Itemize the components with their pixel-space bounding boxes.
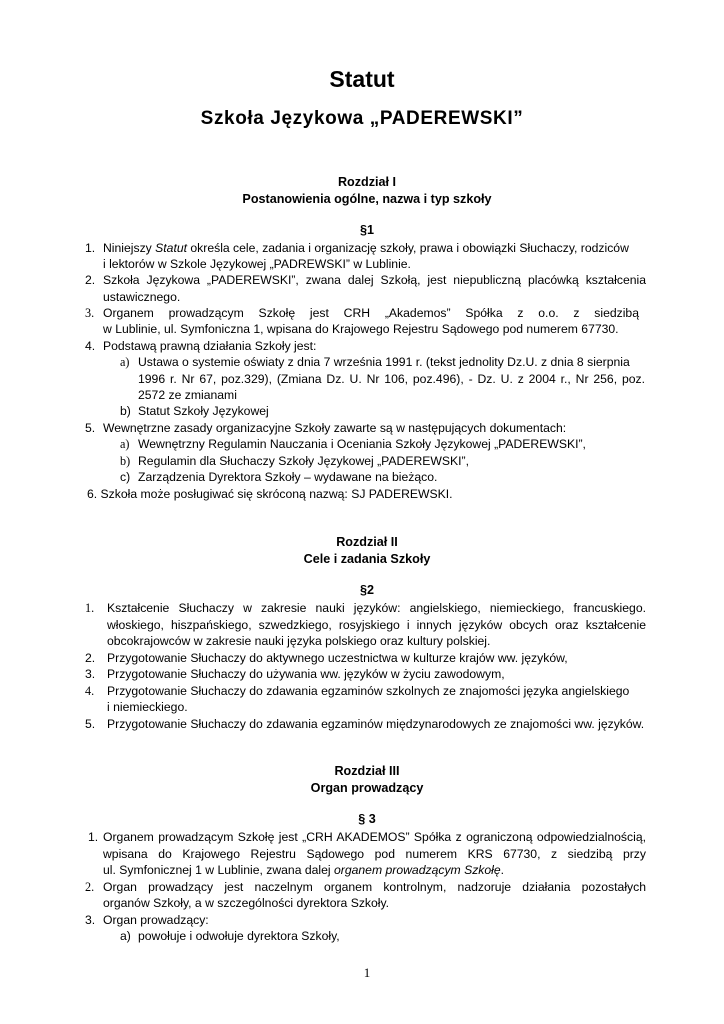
paragraph-line: Przygotowanie Słuchaczy do aktywnego uczestnictwa w kulturze krajów ww. języków, <box>107 651 568 665</box>
item-number: 3. <box>85 306 95 320</box>
paragraph-line: Organ prowadzący jest naczelnym organem kontrolnym, nadzoruje działania pozostałych <box>103 880 646 894</box>
paragraph-line: włoskiego, hiszpańskiego, szwedzkiego, rosyjskiego i innych języków obcych oraz kształcenie <box>107 618 646 632</box>
italic-text: organem prowadzącym Szkołę <box>334 863 501 877</box>
paragraph-line: 6. Szkoła może posługiwać się skróconą nazwą: SJ PADEREWSKI. <box>87 487 453 501</box>
item-number: 4. <box>85 339 96 353</box>
subitem-letter: a) <box>120 929 131 943</box>
subitem-letter: b) <box>120 454 131 468</box>
chapter-3-heading: Rozdział III <box>334 764 400 778</box>
paragraph-line: obcokrajowców w zakresie nauki języka polskiego oraz kultury polskiej. <box>107 634 491 648</box>
paragraph-line: Przygotowanie Słuchaczy do używania ww. języków w życiu zawodowym, <box>107 667 505 681</box>
text-run: ul. Symfonicznej 1 w Lublinie, zwana dalej <box>103 863 335 877</box>
chapter-3-subheading: Organ prowadzący <box>310 781 424 795</box>
item-number: 1. <box>85 241 96 255</box>
item-number: 2. <box>85 273 96 287</box>
paragraph-line: Szkoła Językowa „PADEREWSKI”, zwana dalej Szkołą, jest niepubliczną placówką kształcenia <box>103 273 646 287</box>
item-number: 2. <box>85 880 95 894</box>
item-number: 4. <box>85 684 95 698</box>
paragraph-line: 2572 ze zmianami <box>138 388 237 402</box>
page-number: 1 <box>363 965 371 980</box>
paragraph-line: Kształcenie Słuchaczy w zakresie nauki języków: angielskiego, niemieckiego, francuskiego. <box>107 601 646 615</box>
paragraph-line: Organem prowadzącym Szkołę jest CRH „Akademos” Spółka z o.o. z siedzibą <box>103 306 639 320</box>
paragraph-line: 1996 r. Nr 67, poz.329), (Zmiana Dz. U. Nr 106, poz.496), - Dz. U. z 2004 r., Nr 256, poz. <box>138 372 645 386</box>
section-2-mark: §2 <box>359 583 374 597</box>
item-number: 3. <box>85 913 96 927</box>
paragraph-line: Regulamin dla Słuchaczy Szkoły Językowej „PADEREWSKI”, <box>138 454 469 468</box>
chapter-2-subheading: Cele i zadania Szkoły <box>303 552 431 566</box>
paragraph-line: i lektorów w Szkole Językowej „PADREWSKI” w Lublinie. <box>103 257 411 271</box>
paragraph-line: Wewnętrzne zasady organizacyjne Szkoły zawarte są w następujących dokumentach: <box>103 421 567 435</box>
subitem-letter: c) <box>120 470 131 484</box>
paragraph-line: w Lublinie, ul. Symfoniczna 1, wpisana do Krajowego Rejestru Sądowego pod numerem 67730. <box>103 322 619 336</box>
item-number: 1. <box>85 601 95 615</box>
paragraph-line: Zarządzenia Dyrektora Szkoły – wydawane na bieżąco. <box>138 470 438 484</box>
paragraph-line: Przygotowanie Słuchaczy do zdawania egzaminów międzynarodowych ze znajomości ww. języków. <box>107 717 645 731</box>
item-number: 5. <box>85 717 96 731</box>
chapter-1-subheading: Postanowienia ogólne, nazwa i typ szkoły <box>242 192 492 206</box>
paragraph-line: Podstawą prawną działania Szkoły jest: <box>103 339 317 353</box>
item-number: 2. <box>85 651 96 665</box>
document-subtitle: Szkoła Językowa „PADEREWSKI” <box>200 108 524 129</box>
chapter-2-heading: Rozdział II <box>336 535 398 549</box>
paragraph-line: powołuje i odwołuje dyrektora Szkoły, <box>138 929 340 943</box>
paragraph-line: Ustawa o systemie oświaty z dnia 7 września 1991 r. (tekst jednolity Dz.U. z dnia 8 sierpnia <box>138 355 630 369</box>
paragraph-line <box>103 862 504 878</box>
chapter-1-heading: Rozdział I <box>337 175 397 189</box>
paragraph-line: wpisana do Krajowego Rejestru Sądowego pod numerem KRS 67730, z siedzibą przy <box>103 847 646 861</box>
paragraph-line: ustawicznego. <box>103 290 181 304</box>
text-run: Niniejszy <box>103 241 156 255</box>
item-number: 1. <box>88 830 99 844</box>
paragraph-line: Wewnętrzny Regulamin Nauczania i Oceniania Szkoły Językowej „PADEREWSKI”, <box>138 437 586 451</box>
paragraph-line: Przygotowanie Słuchaczy do zdawania egzaminów szkolnych ze znajomości języka angielskiego <box>107 684 630 698</box>
text-run: określa cele, zadania i organizację szkoły, prawa i obowiązki Słuchaczy, rodziców <box>187 241 629 255</box>
section-1-mark: §1 <box>359 223 374 237</box>
paragraph-line <box>103 240 629 256</box>
item-number: 5. <box>85 421 96 435</box>
italic-text: Statut <box>155 241 187 255</box>
subitem-letter: b) <box>120 404 131 418</box>
item-number: 3. <box>85 667 96 681</box>
paragraph-line: Statut Szkoły Językowej <box>138 404 269 418</box>
document-title: Statut <box>329 66 395 92</box>
text-run: . <box>500 863 505 877</box>
subitem-letter: a) <box>120 437 130 451</box>
paragraph-line: organów Szkoły, a w szczególności dyrektora Szkoły. <box>103 896 390 910</box>
subitem-letter: a) <box>120 355 130 369</box>
paragraph-line: Organ prowadzący: <box>103 913 209 927</box>
section-3-mark: § 3 <box>358 812 376 826</box>
paragraph-line: i niemieckiego. <box>107 700 188 714</box>
paragraph-line: Organem prowadzącym Szkołę jest „CRH AKADEMOS” Spółka z ograniczoną odpowiedzialnością, <box>103 830 646 844</box>
